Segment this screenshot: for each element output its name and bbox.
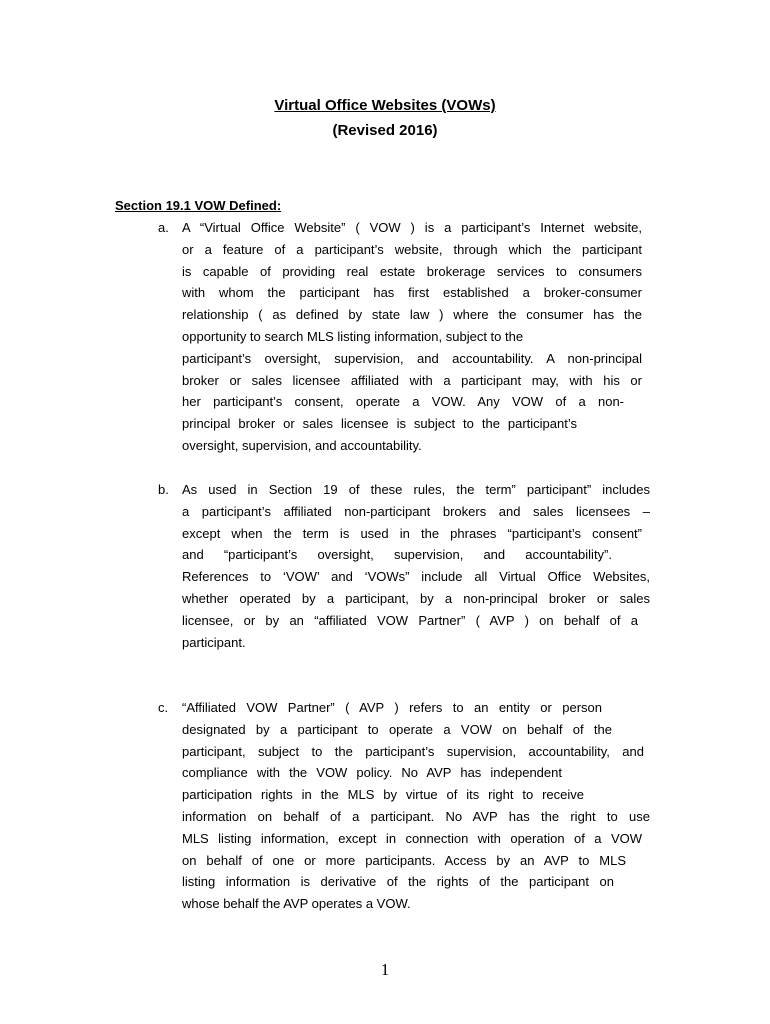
text-line: oversight, supervision, and accountability.	[182, 437, 422, 453]
list-item-c	[158, 697, 650, 915]
text-line: and “participant’s oversight, supervision, and accountability”.	[182, 547, 612, 563]
list-marker: b.	[158, 482, 169, 497]
text-line: designated by a participant to operate a VOW on behalf of the	[182, 721, 612, 737]
text-line: “Affiliated VOW Partner” ( AVP ) refers to an entity or person	[182, 700, 602, 715]
text-line: information on behalf of a participant. No AVP has the right to use	[182, 808, 650, 824]
text-line: relationship ( as defined by state law ) where the consumer has the	[182, 307, 642, 323]
text-line: her participant’s consent, operate a VOW. Any VOW of a non-	[182, 394, 624, 410]
text-line: on behalf of one or more participants. Access by an AVP to MLS	[182, 852, 626, 868]
text-line: MLS listing information, except in connection with operation of a VOW	[182, 830, 642, 846]
page-number: 1	[380, 960, 390, 979]
text-line: a participant’s affiliated non-participant brokers and sales licensees –	[182, 503, 650, 519]
text-line: or a feature of a participant’s website, through which the participant	[182, 241, 642, 257]
text-line: References to ‘VOW’ and ‘VOWs” include all Virtual Office Websites,	[182, 569, 650, 585]
text-line: As used in Section 19 of these rules, the term” participant” includes	[182, 482, 650, 497]
text-line: is capable of providing real estate brokerage services to consumers	[182, 263, 642, 279]
text-line: principal broker or sales licensee is subject to the participant’s	[182, 416, 577, 432]
text-line: compliance with the VOW policy. No AVP has independent	[182, 765, 562, 781]
text-line: participant.	[182, 634, 246, 650]
list-marker: c.	[158, 700, 169, 715]
list-item-a	[158, 217, 642, 457]
list-item-b	[158, 479, 650, 653]
document-subtitle: (Revised 2016)	[332, 122, 438, 139]
text-line: whose behalf the AVP operates a VOW.	[182, 896, 411, 912]
text-line: participant, subject to the participant’s supervision, accountability, and	[182, 743, 644, 759]
document-title: Virtual Office Websites (VOWs)	[274, 97, 496, 114]
text-line: with whom the participant has first established a broker-consumer	[182, 285, 642, 301]
text-line: listing information is derivative of the rights of the participant on	[182, 874, 614, 890]
text-line: licensee, or by an “affiliated VOW Partner” ( AVP ) on behalf of a	[182, 612, 638, 628]
section-heading: Section 19.1 VOW Defined:	[115, 198, 282, 213]
list-marker: a.	[158, 220, 169, 235]
text-line: A “Virtual Office Website” ( VOW ) is a participant’s Internet website,	[182, 220, 642, 235]
text-line: participant’s oversight, supervision, and accountability. A non-principal	[182, 350, 642, 366]
text-line: opportunity to search MLS listing information, subject to the	[182, 328, 524, 344]
text-line: broker or sales licensee affiliated with a participant may, with his or	[182, 372, 642, 388]
text-line: whether operated by a participant, by a non-principal broker or sales	[182, 590, 650, 606]
text-line: participation rights in the MLS by virtue of its right to receive	[182, 787, 584, 803]
text-line: except when the term is used in the phrases “participant’s consent”	[182, 525, 642, 541]
